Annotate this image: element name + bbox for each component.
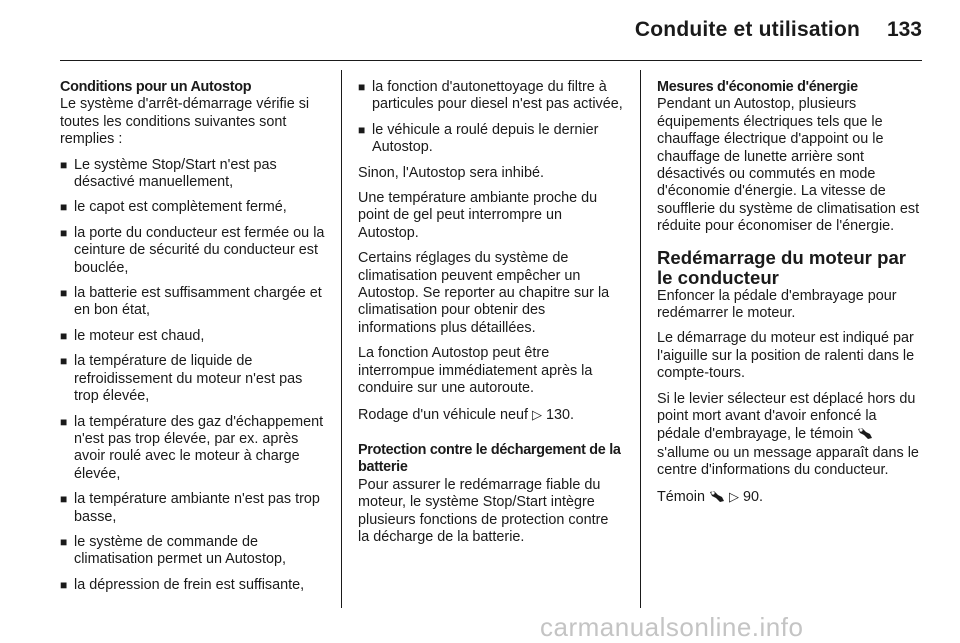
paragraph: Le démarrage du moteur est indiqué par l'aiguille sur la position de ralenti dans le compte-tours.: [657, 330, 915, 382]
header-rule: [60, 60, 922, 61]
page-number: 133: [886, 18, 922, 41]
conditions-heading: Conditions pour un Autostop: [60, 79, 252, 95]
triangle-arrow-icon: ▷: [531, 406, 542, 422]
list-item: ■ la dépression de frein est suffisante,: [60, 576, 305, 593]
energy-saving-heading: Mesures d'économie d'énergie: [657, 79, 858, 95]
paragraph: Sinon, l'Autostop sera inhibé.: [358, 164, 544, 181]
conditions-list: [60, 157, 325, 595]
column-2: [358, 79, 623, 554]
list-item: ■ le capot est complètement fermé,: [60, 199, 287, 216]
battery-protection-heading: Protection contre le déchargement de la batterie: [358, 441, 621, 476]
list-item: ■ la température de liquide de refroidissement du moteur n'est pas trop élevée,: [60, 353, 303, 405]
list-item: ■ la fonction d'autonettoyage du filtre à particules pour diesel n'est pas activée,: [358, 79, 623, 113]
column-3: [657, 79, 922, 516]
watermark: carmanualsonline.info: [540, 612, 804, 642]
list-item: ■ la température des gaz d'échappement n'est pas trop élevée, par ex. après avoir roulé avec le moteur à charge élevée,: [60, 413, 324, 482]
autostop-tachometer-icon: [709, 489, 725, 508]
header-title: Conduite et utilisation: [634, 18, 860, 41]
square-bullet-icon: ■: [60, 157, 68, 172]
paragraph: Une température ambiante proche du point de gel peut interrompre un Autostop.: [358, 190, 598, 241]
list-item: ■ la batterie est suffisamment chargée et en bon état,: [60, 285, 322, 319]
paragraph: Si le levier sélecteur est déplacé hors du point mort avant d'avoir enfoncé la pédale d'embrayage, le témoin s'allume ou un message apparaît dans le centre d'informations du conducteur.: [657, 390, 919, 479]
square-bullet-icon: ■: [60, 328, 68, 343]
square-bullet-icon: ■: [358, 80, 366, 94]
square-bullet-icon: ■: [60, 286, 68, 301]
conditions-intro: Le système d'arrêt-démarrage vérifie si toutes les conditions suivantes sont remplies :: [60, 96, 310, 148]
square-bullet-icon: ■: [60, 534, 68, 549]
list-item: ■ Le système Stop/Start n'est pas désactivé manuellement,: [60, 156, 277, 191]
list-item: ■ le véhicule a roulé depuis le dernier Autostop.: [358, 121, 599, 156]
paragraph: Enfoncer la pédale d'embrayage pour redémarrer le moteur.: [657, 287, 897, 322]
list-item: ■ le système de commande de climatisation permet un Autostop,: [60, 533, 286, 568]
column-1: [60, 79, 325, 602]
square-bullet-icon: ■: [60, 492, 68, 507]
square-bullet-icon: ■: [60, 200, 68, 215]
paragraph: La fonction Autostop peut être interrompue immédiatement après la conduire sur une autoroute.: [358, 345, 593, 397]
square-bullet-icon: ■: [60, 354, 68, 369]
restart-section-heading: Redémarrage du moteur par le conducteur: [657, 246, 907, 288]
paragraph: Pendant un Autostop, plusieurs équipements électriques tels que le chauffage électrique d'appoint ou le chauffage de lunette arrière sont désactivés ou commutés en mode d'économie d'énergie. La vitesse de soufflerie du système de climatisation est réduite pour économiser de l'énergie.: [657, 96, 920, 235]
page-ref-link[interactable]: 130.: [545, 406, 574, 423]
autostop-tachometer-icon: [857, 426, 873, 445]
column-divider-2: [640, 70, 641, 608]
list-item: ■ la porte du conducteur est fermée ou la ceinture de sécurité du conducteur est bouclée,: [60, 224, 325, 276]
square-bullet-icon: ■: [60, 577, 68, 592]
square-bullet-icon: ■: [60, 414, 68, 429]
paragraph: Pour assurer le redémarrage fiable du moteur, le système Stop/Start intègre plusieurs fonctions de protection contre la décharge de la batterie.: [358, 476, 609, 545]
paragraph: Certains réglages du système de climatisation peuvent empêcher un Autostop. Se reporter au chapitre sur la climatisation pour obtenir des informations plus détaillées.: [358, 250, 610, 336]
cross-reference: Témoin ▷ 90.: [657, 488, 922, 508]
list-item: ■ la température ambiante n'est pas trop basse,: [60, 491, 320, 525]
cross-reference: Rodage d'un véhicule neuf ▷ 130.: [358, 406, 574, 423]
square-bullet-icon: ■: [60, 225, 68, 240]
page-ref-link[interactable]: 90.: [743, 488, 764, 505]
column-divider-1: [341, 70, 342, 608]
conditions-list-continued: [358, 79, 623, 157]
triangle-arrow-icon: ▷: [729, 488, 739, 504]
square-bullet-icon: ■: [358, 122, 366, 137]
list-item: ■ le moteur est chaud,: [60, 327, 205, 344]
